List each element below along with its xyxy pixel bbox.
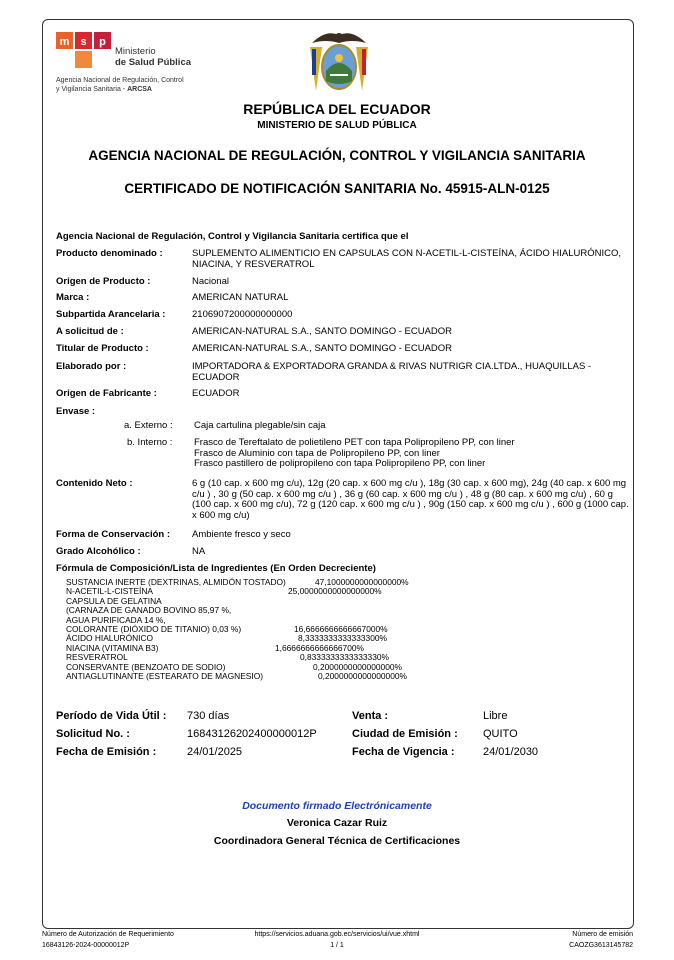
- svg-text:p: p: [99, 36, 106, 48]
- conservacion-label: Forma de Conservación :: [56, 529, 171, 540]
- signed-electronically: Documento firmado Electrónicamente: [242, 800, 432, 812]
- ingredient-name: COLORANTE (DIÓXIDO DE TITANIO) 0,03 %): [66, 624, 242, 635]
- ingredient-name: CAPSULA DE GELATINA: [66, 595, 162, 606]
- auth-value: 16843126-2024-00000012P: [42, 942, 130, 949]
- envase-label: Envase :: [56, 406, 96, 417]
- externo-label: a. Externo :: [124, 420, 173, 431]
- svg-text:s: s: [80, 36, 87, 48]
- solicitud-no-value: 16843126202400000012P: [187, 728, 317, 740]
- agency-title: AGENCIA NACIONAL DE REGULACIÓN, CONTROL Y VIGILANCIA SANITARIA: [88, 148, 586, 163]
- conservacion-value: Ambiente fresco y seco: [192, 529, 291, 540]
- ingredient-value: 0,8333333333333330%: [300, 652, 389, 663]
- origen-value: Nacional: [192, 276, 229, 287]
- interno-label: b. Interno :: [127, 437, 173, 448]
- producto-label: Producto denominado :: [56, 248, 163, 259]
- contenido-label: Contenido Neto :: [56, 478, 133, 489]
- formula-title: Fórmula de Composición/Lista de Ingredientes (En Orden Decreciente): [56, 563, 376, 574]
- emission-value: CAOZG3613145782: [569, 942, 633, 949]
- marca-value: AMERICAN NATURAL: [192, 292, 289, 303]
- ingredient-name: ANTIAGLUTINANTE (ESTEARATO DE MAGNESIO): [66, 671, 263, 682]
- page-number: 1 / 1: [330, 942, 344, 949]
- elaborado-label: Elaborado por :: [56, 361, 127, 372]
- elaborado-value: IMPORTADORA & EXPORTADORA GRANDA & RIVAS NUTRIGR CIA.LTDA., HUAQUILLAS - ECUADOR: [192, 361, 592, 383]
- certificate-title: CERTIFICADO DE NOTIFICACIÓN SANITARIA No. 45915-ALN-0125: [124, 181, 550, 196]
- svg-text:m: m: [59, 36, 70, 48]
- fabricante-value: ECUADOR: [192, 388, 240, 399]
- ingredient-value: 47,1000000000000000%: [315, 577, 409, 587]
- ingredient-name: NIACINA (VITAMINA B3): [66, 642, 159, 653]
- formula-names: [66, 578, 286, 681]
- signer-name: Veronica Cazar Ruiz: [286, 817, 388, 829]
- producto-value: SUPLEMENTO ALIMENTICIO EN CAPSULAS CON N-ACETIL-L-CISTEÍNA, ÁCIDO HIALURÓNICO, NIACINA, Y RESVERATROL: [192, 248, 621, 270]
- intro-text: Agencia Nacional de Regulación, Control y Vigilancia Sanitaria certifica que el: [56, 231, 409, 242]
- externo-value: Caja cartulina plegable/sin caja: [194, 420, 326, 431]
- ciudad-label: Ciudad de Emisión :: [352, 728, 458, 740]
- titular-value: AMERICAN-NATURAL S.A., SANTO DOMINGO - ECUADOR: [192, 343, 453, 354]
- footer-url[interactable]: https://servicios.aduana.gob.ec/servicios/ui/vue.xhtml: [254, 931, 420, 938]
- vigencia-label: Fecha de Vigencia :: [352, 746, 455, 758]
- subpartida-label: Subpartida Arancelaria :: [56, 309, 166, 320]
- ingredient-name: AGUA PURIFICADA 14 %,: [66, 614, 166, 625]
- grado-value: NA: [192, 546, 206, 557]
- contenido-value: 6 g (10 cap. x 600 mg c/u), 12g (20 cap. x 600 mg c/u ), 18g (30 cap. x 600 mg), 24g (40 cap. x 600 mg c/u ) , 30 g (50 cap. x 600 mg c/u ) , 36 g (60 cap. x 600 mg c/u ) , 48 g (80 cap. x 600 mg c/u) , 60 g (100 cap. x 600 mg c/u), 72 g (120 cap. x 600 mg c/u ) , 90g (150 cap. x 600 mg c/u ) , 600 g (1000 cap. x 600 mg c/u): [192, 478, 629, 521]
- emision-label: Fecha de Emisión :: [56, 746, 157, 758]
- ingredient-value: 8,3333333333333300%: [298, 633, 387, 644]
- vida-label: Período de Vida Útil :: [56, 710, 167, 722]
- ingredient-name: CONSERVANTE (BENZOATO DE SODIO): [66, 661, 226, 672]
- vigencia-value: 24/01/2030: [483, 746, 539, 758]
- ingredient-name: ÁCIDO HIALURÓNICO: [66, 633, 154, 644]
- ingredient-value: 0,2000000000000000%: [318, 671, 407, 681]
- grado-label: Grado Alcohólico :: [56, 546, 141, 557]
- ingredient-value: 1,6666666666666700%: [275, 642, 364, 653]
- republic-title: REPÚBLICA DEL ECUADOR: [243, 101, 431, 117]
- coat-of-arms: [306, 25, 372, 95]
- interno-values: [194, 438, 515, 470]
- solicitud-no-label: Solicitud No. :: [56, 728, 130, 740]
- auth-label: Número de Autorización de Requerimiento: [42, 931, 174, 938]
- origen-label: Origen de Producto :: [56, 276, 151, 287]
- ingredient-value: 16,6666666666667000%: [294, 624, 388, 634]
- signer-role: Coordinadora General Técnica de Certificaciones: [213, 835, 461, 847]
- ingredient-name: (CARNAZA DE GANADO BOVINO 85,97 %,: [66, 605, 232, 616]
- interno-line: Frasco pastillero de polipropileno con tapa Polipropileno PP, con liner: [194, 458, 486, 469]
- interno-line: Frasco de Aluminio con tapa de Polipropileno PP, con liner: [194, 447, 440, 459]
- emision-value: 24/01/2025: [187, 746, 243, 758]
- ciudad-value: QUITO: [483, 728, 518, 740]
- ministry-title: MINISTERIO DE SALUD PÚBLICA: [257, 120, 417, 131]
- agency-caption: Agencia Nacional de Regulación, Control y Vigilancia Sanitaria - ARCSA: [56, 77, 184, 93]
- venta-label: Venta :: [352, 710, 389, 722]
- ingredient-value: 25,0000000000000000%: [288, 586, 382, 597]
- emission-label: Número de emisión: [572, 931, 633, 938]
- ingredient-name: N-ACETIL-L-CISTEÍNA: [66, 586, 154, 597]
- ingredient-name: SUSTANCIA INERTE (DEXTRINAS, ALMIDÓN TOSTADO): [66, 577, 286, 587]
- ingredient-value: 0,2000000000000000%: [313, 661, 402, 672]
- interno-line: Frasco de Tereftalato de polietileno PET con tapa Polipropileno PP, con liner: [194, 437, 515, 448]
- fabricante-label: Origen de Fabricante :: [56, 388, 157, 399]
- solicitud-value: AMERICAN-NATURAL S.A., SANTO DOMINGO - ECUADOR: [192, 326, 453, 337]
- subpartida-value: 2106907200000000000: [192, 309, 293, 320]
- marca-label: Marca :: [56, 292, 90, 303]
- solicitud-label: A solicitud de :: [56, 326, 124, 337]
- ministry-name: Ministerio de Salud Pública: [115, 46, 192, 68]
- msp-logo: [56, 29, 112, 73]
- vida-value: 730 días: [187, 710, 230, 722]
- venta-value: Libre: [483, 710, 508, 722]
- ingredient-name: RESVERATROL: [66, 652, 128, 663]
- titular-label: Titular de Producto :: [56, 343, 149, 354]
